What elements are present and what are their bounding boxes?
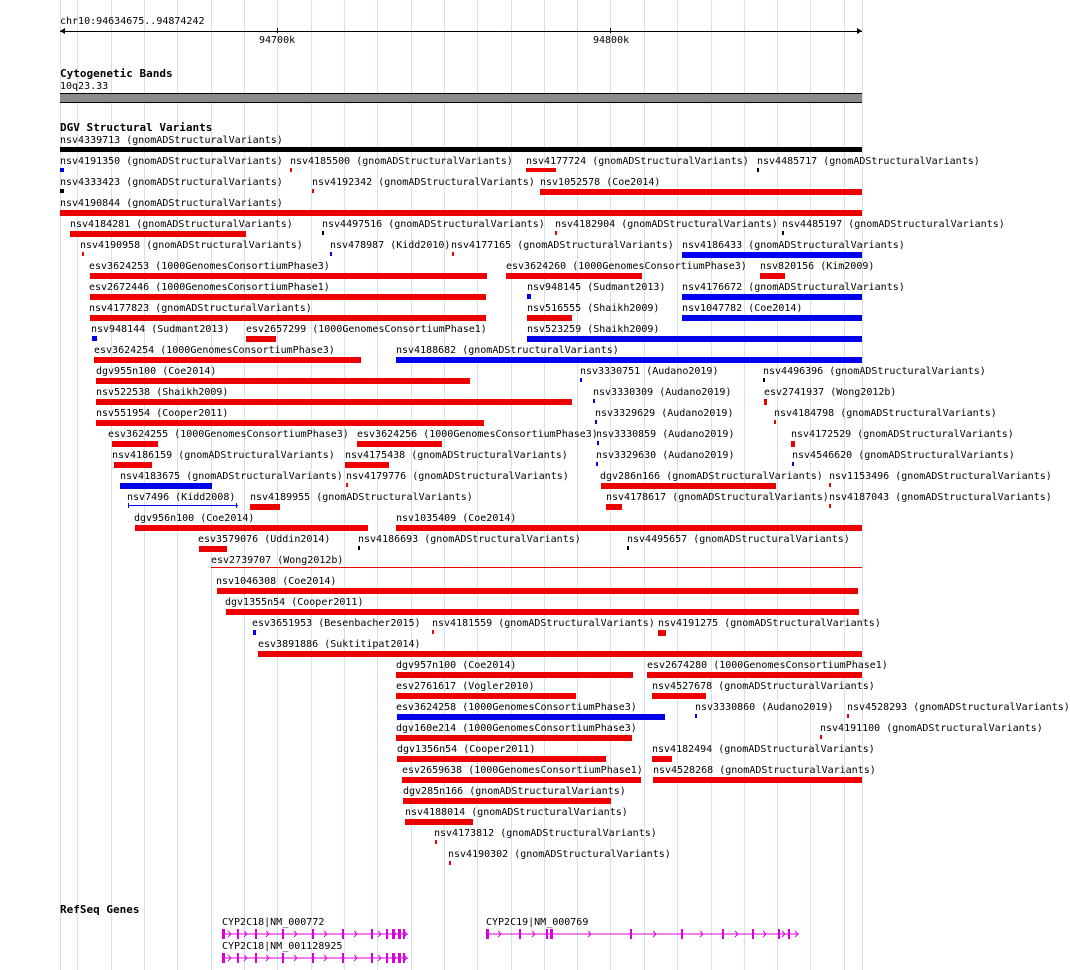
gene-exon [550, 929, 553, 939]
gene-exon [237, 953, 239, 963]
variant-label[interactable]: esv2674280 (1000GenomesConsortiumPhase1) [647, 660, 888, 671]
variant-label[interactable]: nsv1052578 (Coe2014) [540, 177, 661, 188]
variant-label[interactable]: nsv4184798 (gnomADStructuralVariants) [774, 408, 997, 419]
gene-exon [222, 929, 225, 939]
gene-label: CYP2C18|NM_001128925 [222, 941, 343, 952]
refseq-track-title: RefSeq Genes [60, 903, 140, 916]
gene-exon [312, 953, 314, 963]
gene-exon [519, 929, 521, 939]
gene-exon [386, 953, 388, 963]
variant-label[interactable]: dgv957n100 (Coe2014) [396, 660, 517, 671]
gene-exon [398, 929, 401, 939]
variant-label[interactable]: nsv4186433 (gnomADStructuralVariants) [682, 240, 905, 251]
variant-label[interactable]: nsv4496396 (gnomADStructuralVariants) [763, 366, 986, 377]
gene-exon [255, 953, 257, 963]
variant-label[interactable]: nsv4188014 (gnomADStructuralVariants) [405, 807, 628, 818]
ruler-tick-label: 94800k [593, 35, 630, 46]
dgv-track-title: DGV Structural Variants [60, 121, 213, 134]
variant-label[interactable]: esv3624260 (1000GenomesConsortiumPhase3) [506, 261, 747, 272]
variant-label[interactable]: nsv4191350 (gnomADStructuralVariants) [60, 156, 283, 167]
variant-label[interactable]: nsv4191100 (gnomADStructuralVariants) [820, 723, 1043, 734]
gene-exon [392, 929, 395, 939]
gene-exon [342, 929, 344, 939]
gene-exon [371, 929, 373, 939]
variant-label[interactable]: nsv4177165 (gnomADStructuralVariants) [451, 240, 674, 251]
gene-model-cyp2c18-nm001128925[interactable] [222, 953, 408, 963]
variant-label[interactable]: nsv4192342 (gnomADStructuralVariants) [312, 177, 535, 188]
gene-exon [237, 929, 239, 939]
variant-label[interactable]: dgv285n166 (gnomADStructuralVariants) [403, 786, 626, 797]
variant-label[interactable]: nsv4546620 (gnomADStructuralVariants) [792, 450, 1015, 461]
ruler-tick-label: 94700k [259, 35, 296, 46]
variant-label[interactable]: nsv478987 (Kidd2010) [330, 240, 451, 251]
cytoband-band-label: 10q23.33 [60, 81, 109, 92]
variant-label[interactable]: nsv3329629 (Audano2019) [595, 408, 734, 419]
variant-label[interactable]: nsv4189955 (gnomADStructuralVariants) [250, 492, 473, 503]
variant-label[interactable]: nsv4190958 (gnomADStructuralVariants) [80, 240, 303, 251]
variant-label[interactable]: nsv4333423 (gnomADStructuralVariants) [60, 177, 283, 188]
gene-exon [398, 953, 401, 963]
gene-exon [403, 953, 405, 963]
variant-label[interactable]: nsv4185500 (gnomADStructuralVariants) [290, 156, 513, 167]
variant-label[interactable]: esv2659638 (1000GenomesConsortiumPhase1) [402, 765, 643, 776]
gene-exon [778, 929, 780, 939]
variant-label[interactable]: nsv4191275 (gnomADStructuralVariants) [658, 618, 881, 629]
variant-label[interactable]: nsv4186159 (gnomADStructuralVariants) [112, 450, 335, 461]
gene-label: CYP2C18|NM_000772 [222, 917, 325, 928]
gene-model-cyp2c19-nm000769[interactable] [486, 929, 799, 939]
gene-exon [546, 929, 548, 939]
variant-label[interactable]: nsv4495657 (gnomADStructuralVariants) [627, 534, 850, 545]
variant-label[interactable]: nsv4176672 (gnomADStructuralVariants) [682, 282, 905, 293]
gene-exon [222, 953, 225, 963]
gene-exon [752, 929, 754, 939]
variant-label[interactable]: nsv4175438 (gnomADStructuralVariants) [345, 450, 568, 461]
variant-label[interactable]: nsv948145 (Sudmant2013) [527, 282, 666, 293]
variant-label[interactable]: nsv4527678 (gnomADStructuralVariants) [652, 681, 875, 692]
variant-label[interactable]: nsv522538 (Shaikh2009) [96, 387, 229, 398]
variant-label[interactable]: nsv820156 (Kim2009) [760, 261, 875, 272]
gene-exon [255, 929, 257, 939]
variant-label[interactable]: nsv516555 (Shaikh2009) [527, 303, 660, 314]
variant-label[interactable]: esv2739707 (Wong2012b) [211, 555, 344, 566]
gene-exon [788, 929, 790, 939]
variant-label[interactable]: nsv3330751 (Audano2019) [580, 366, 719, 377]
variant-label[interactable]: nsv4485197 (gnomADStructuralVariants) [782, 219, 1005, 230]
variant-label[interactable]: esv2657299 (1000GenomesConsortiumPhase1) [246, 324, 487, 335]
variant-label[interactable]: nsv4178617 (gnomADStructuralVariants) [606, 492, 829, 503]
variant-label[interactable]: nsv1047782 (Coe2014) [682, 303, 803, 314]
variant-label[interactable]: nsv4177724 (gnomADStructuralVariants) [526, 156, 749, 167]
variant-label[interactable]: nsv948144 (Sudmant2013) [91, 324, 230, 335]
gene-exon [371, 953, 373, 963]
variant-label[interactable]: nsv4190302 (gnomADStructuralVariants) [448, 849, 671, 860]
gene-exon [312, 929, 314, 939]
variant-label[interactable]: nsv4187043 (gnomADStructuralVariants) [829, 492, 1052, 503]
gene-exon [386, 929, 388, 939]
variant-label[interactable]: nsv4181559 (gnomADStructuralVariants) [432, 618, 655, 629]
variant-label[interactable]: dgv286n166 (gnomADStructuralVariants) [600, 471, 823, 482]
variant-label[interactable]: esv3624256 (1000GenomesConsortiumPhase3) [357, 429, 598, 440]
variant-label[interactable]: nsv4188682 (gnomADStructuralVariants) [396, 345, 619, 356]
variant-label[interactable]: nsv4184281 (gnomADStructuralVariants) [70, 219, 293, 230]
variant-label[interactable]: esv3624258 (1000GenomesConsortiumPhase3) [396, 702, 637, 713]
variant-label[interactable]: dgv956n100 (Coe2014) [134, 513, 255, 524]
variant-label[interactable]: nsv4182494 (gnomADStructuralVariants) [652, 744, 875, 755]
variant-label[interactable]: dgv1355n54 (Cooper2011) [225, 597, 364, 608]
variant-label[interactable]: esv3624255 (1000GenomesConsortiumPhase3) [108, 429, 349, 440]
variant-label[interactable]: esv2741937 (Wong2012b) [764, 387, 897, 398]
locus-label: chr10:94634675..94874242 [60, 16, 205, 27]
variant-label[interactable]: nsv551954 (Cooper2011) [96, 408, 229, 419]
gene-exon [403, 929, 405, 939]
cytoband-track-title: Cytogenetic Bands [60, 67, 173, 80]
variant-label[interactable]: nsv4179776 (gnomADStructuralVariants) [346, 471, 569, 482]
variant-label[interactable]: esv2672446 (1000GenomesConsortiumPhase1) [89, 282, 330, 293]
variant-label[interactable]: nsv4528293 (gnomADStructuralVariants) [847, 702, 1070, 713]
variant-label[interactable]: nsv3330859 (Audano2019) [596, 429, 735, 440]
variant-label[interactable]: nsv1153496 (gnomADStructuralVariants) [829, 471, 1052, 482]
gene-exon [722, 929, 724, 939]
variant-label[interactable]: esv2761617 (Vogler2010) [396, 681, 535, 692]
gene-model-cyp2c18-nm000772[interactable] [222, 929, 408, 939]
variant-label[interactable]: esv3579076 (Uddin2014) [198, 534, 331, 545]
variant-label[interactable]: nsv4497516 (gnomADStructuralVariants) [322, 219, 545, 230]
variant-label[interactable]: nsv4172529 (gnomADStructuralVariants) [791, 429, 1014, 440]
variant-label[interactable]: nsv4182904 (gnomADStructuralVariants) [555, 219, 778, 230]
gene-exon [282, 953, 284, 963]
variant-label[interactable]: nsv3330309 (Audano2019) [593, 387, 732, 398]
variant-label[interactable]: nsv523259 (Shaikh2009) [527, 324, 660, 335]
variant-label[interactable]: dgv1356n54 (Cooper2011) [397, 744, 536, 755]
variant-label[interactable]: nsv3329630 (Audano2019) [596, 450, 735, 461]
variant-label[interactable]: nsv4177823 (gnomADStructuralVariants) [89, 303, 312, 314]
variant-label[interactable]: esv3891886 (Suktitipat2014) [258, 639, 421, 650]
gene-exon [392, 953, 395, 963]
variant-label[interactable]: nsv1046308 (Coe2014) [216, 576, 337, 587]
variant-label[interactable]: nsv4186693 (gnomADStructuralVariants) [358, 534, 581, 545]
gene-exon [342, 953, 344, 963]
variant-label[interactable]: nsv4190844 (gnomADStructuralVariants) [60, 198, 283, 209]
gene-exon [282, 929, 284, 939]
gene-exon [681, 929, 683, 939]
variant-label[interactable]: nsv3330860 (Audano2019) [695, 702, 834, 713]
variant-label[interactable]: dgv955n100 (Coe2014) [96, 366, 217, 377]
variant-label[interactable]: esv3624253 (1000GenomesConsortiumPhase3) [89, 261, 330, 272]
variant-label[interactable]: nsv7496 (Kidd2008) [127, 492, 236, 503]
variant-label[interactable]: nsv4183675 (gnomADStructuralVariants) [120, 471, 343, 482]
variant-label[interactable]: nsv4485717 (gnomADStructuralVariants) [757, 156, 980, 167]
gene-exon [486, 929, 489, 939]
variant-label[interactable]: esv3651953 (Besenbacher2015) [252, 618, 421, 629]
variant-label[interactable]: nsv4173812 (gnomADStructuralVariants) [434, 828, 657, 839]
variant-label[interactable]: nsv1035409 (Coe2014) [396, 513, 517, 524]
gene-label: CYP2C19|NM_000769 [486, 917, 589, 928]
variant-label[interactable]: esv3624254 (1000GenomesConsortiumPhase3) [94, 345, 335, 356]
gene-exon [630, 929, 632, 939]
variant-label[interactable]: nsv4339713 (gnomADStructuralVariants) [60, 135, 283, 146]
variant-label[interactable]: dgv160e214 (1000GenomesConsortiumPhase3) [396, 723, 637, 734]
variant-label[interactable]: nsv4528268 (gnomADStructuralVariants) [653, 765, 876, 776]
